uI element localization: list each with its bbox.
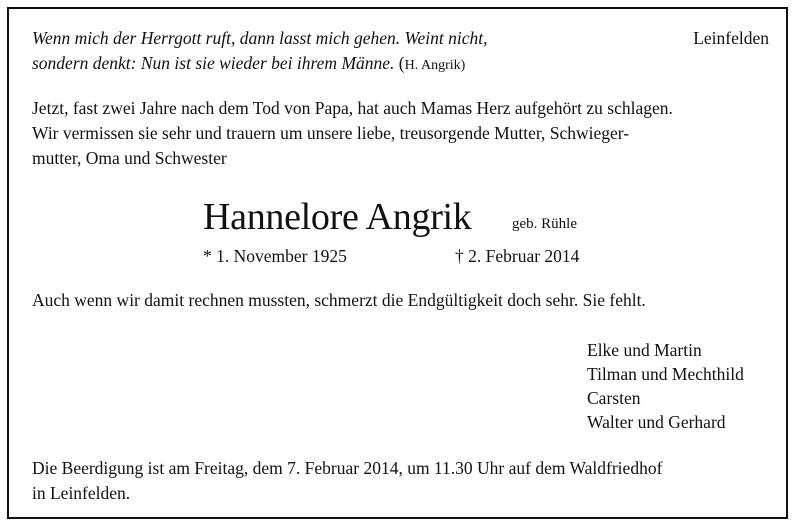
funeral-line-2: in Leinfelden. bbox=[32, 483, 131, 503]
epigraph-quote bbox=[32, 26, 487, 78]
birth-date: * 1. November 1925 bbox=[203, 246, 347, 266]
mourner-entry: Elke und Martin bbox=[587, 340, 702, 360]
intro-paragraph bbox=[32, 96, 673, 171]
closing-sentence: Auch wenn wir damit rechnen mussten, schmerzt die Endgültigkeit doch sehr. Sie fehlt. bbox=[32, 290, 646, 310]
funeral-line-1: Die Beerdigung ist am Freitag, dem 7. Februar 2014, um 11.30 Uhr auf dem Waldfriedhof bbox=[32, 458, 663, 478]
deceased-name: Hannelore Angrik bbox=[203, 196, 472, 238]
quote-author: H. Angrik bbox=[404, 58, 461, 73]
funeral-info bbox=[32, 456, 662, 506]
birth-name: geb. Rühle bbox=[512, 216, 577, 232]
quote-line-2-text: sondern denkt: Nun ist sie wieder bei ihrem Männe. bbox=[32, 53, 395, 73]
mourner-entry: Tilman und Mechthild bbox=[587, 364, 744, 384]
quote-line-2: sondern denkt: Nun ist sie wieder bei ihrem Männe. (H. Angrik) bbox=[32, 53, 466, 73]
mourner-entry: Carsten bbox=[587, 388, 641, 408]
notice-border bbox=[7, 7, 788, 519]
mourners-list bbox=[587, 338, 744, 434]
intro-line-3: mutter, Oma und Schwester bbox=[32, 148, 227, 168]
intro-line-2: Wir vermissen sie sehr und trauern um unsere liebe, treusorgende Mutter, Schwieger- bbox=[32, 123, 630, 143]
death-date: † 2. Februar 2014 bbox=[455, 246, 580, 266]
mourner-entry: Walter und Gerhard bbox=[587, 412, 726, 432]
place-name: Leinfelden bbox=[693, 28, 769, 48]
intro-line-1: Jetzt, fast zwei Jahre nach dem Tod von Papa, hat auch Mamas Herz aufgehört zu schlagen. bbox=[32, 98, 673, 118]
quote-line-1: Wenn mich der Herrgott ruft, dann lasst mich gehen. Weint nicht, bbox=[32, 28, 488, 48]
